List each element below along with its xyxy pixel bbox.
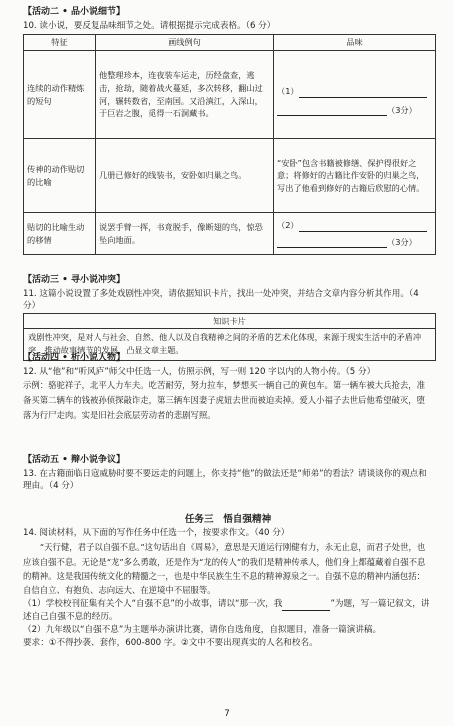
- question-10: 10. 读小说，要反复品味细节之处。请根据提示完成表格。（6 分）: [23, 20, 276, 31]
- activity-2-title: 【活动二 • 品小说细节】: [23, 7, 126, 17]
- table-header: 特征: [24, 35, 96, 51]
- writing-option-2: （2）九年级以“自强不息”为主题举办演讲比赛，请你自选角度，自拟题目，准备一篇演讲稿。: [23, 625, 382, 636]
- option-1-text-end: ”为题，写一篇记叙文，讲述自己自强不息的经历。: [23, 599, 430, 623]
- activity-5-title: 【活动五 • 辩小说争议】: [23, 455, 126, 465]
- question-12: 12. 从“他”和“听风庐”师父中任选一人，仿照示例，写一则 120 字以内的人物小传。（5 分）: [23, 366, 376, 377]
- writing-option-1: [23, 598, 433, 624]
- knowledge-card-title: 知识卡片: [24, 314, 435, 329]
- title-blank[interactable]: [282, 600, 330, 611]
- table-row: [24, 51, 436, 139]
- question-13: 13. 在古籍面临日寇威胁时要不要远走的问题上，你支持“他”的做法还是“师弟”的看法？请谈谈你的观点和理由。（4 分）: [23, 468, 427, 492]
- activity-4: [23, 352, 433, 423]
- answer-cell: [274, 213, 436, 255]
- activity-4-title: 【活动四 • 析小说人物】: [23, 353, 126, 363]
- example-cell: 说罢手臂一挥，书竟脱手，像断翅的鸟，惊恐坠向地面。: [96, 213, 274, 255]
- table-header: 画线例句: [96, 35, 274, 51]
- knowledge-card-text: 戏剧性冲突，是对人与社会、自然、他人以及自我精神之间的矛盾的艺术化体现，来源于现实生活中的矛盾冲突，推动故事情节的发展，凸显文章主题。: [28, 332, 422, 356]
- answer-label: （1）: [277, 85, 299, 96]
- writing-material: “天行健，君子以自强不息。”这句话出自《周易》，意思是天道运行刚健有力，永无止息，而君子处世，也应该自强不息。无论是“龙”多么勇敢，还是作为“龙的传人”的我们是精神传承人，他们身上都蕴藏着自强不息的精神。这是我国传统文化的精髓之一，也是中华民族生生不息的精神源泉之一。自强不息的精神内涵包括：自信自立、有抱负、志向远大、在逆境中不屈服等。: [23, 542, 426, 596]
- table-row: [24, 139, 436, 213]
- feature-cell: 传神的动作贴切的比喻: [24, 139, 96, 213]
- option-1-text: （1）学校校刊征集有关个人“自强不息”的小故事，请以“那一次，我: [23, 599, 283, 610]
- activity-3-title: 【活动三 • 寻小说冲突】: [23, 275, 126, 285]
- answer-blank[interactable]: [299, 221, 427, 232]
- example-biography: 示例：骆驼祥子，北平人力车夫。吃苦耐劳，努力拉车，梦想买一辆自己的黄包车。第一辆车被大兵抢去，准备买第二辆车的钱被孙侦探敲诈走，第三辆车因妻子虎妞去世而被迫卖掉。爱人小福子去世后他希望破灭，堕落为行尸走肉。实是旧社会底层劳动者的悲剧写照。: [23, 380, 425, 420]
- task-3-title: 任务三 悟自强精神: [184, 514, 272, 525]
- question-14: 14. 阅读材料，从下面的写作任务中任选一个，按要求作文。（40 分）: [23, 528, 290, 539]
- task-3: [23, 513, 433, 650]
- answer-cell: “安卧”包含书籍被修缮、保护得很好之意；将修好的古籍比作安卧的归巢之鸟，写出了他看到修好的古籍后欣慰的心情。: [274, 139, 436, 213]
- activity-5: [23, 454, 433, 493]
- table-header: 品味: [274, 35, 436, 51]
- score-label: （3分）: [387, 236, 417, 247]
- score-label: （3分）: [387, 104, 417, 115]
- answer-cell: [274, 51, 436, 139]
- page-number: 7: [224, 709, 230, 719]
- table-row: [24, 213, 436, 255]
- example-cell: 他整理珍本，连夜装车运走，历经盘查，逃击，抢劫，随着战火蔓延，多次转移，翻山过河，辗转数省，至南国。又沿滇江，入深山，于巨岩之腹，觅得一石洞藏书。: [96, 51, 274, 139]
- example-cell: 几册已修好的线装书，安卧如归巢之鸟。: [96, 139, 274, 213]
- feature-cell: 连续的动作精炼的短句: [24, 51, 96, 139]
- feature-cell: 贴切的比喻生动的移情: [24, 213, 96, 255]
- answer-blank[interactable]: [277, 105, 387, 116]
- answer-blank[interactable]: [277, 237, 387, 248]
- table-header-row: [24, 35, 436, 51]
- answer-label: （2）: [277, 219, 299, 230]
- activity-3: [23, 274, 433, 313]
- detail-table: [23, 34, 436, 255]
- activity-2: [23, 6, 433, 255]
- question-11: 11. 这篇小说设置了多处戏剧性冲突，请依据知识卡片，找出一处冲突，并结合文章内容分析其作用。（4 分）: [23, 288, 419, 312]
- writing-requirements: 要求：①不得抄袭、套作，600-800 字。②文中不要出现真实的人名和校名。: [23, 638, 318, 649]
- answer-blank[interactable]: [299, 87, 427, 98]
